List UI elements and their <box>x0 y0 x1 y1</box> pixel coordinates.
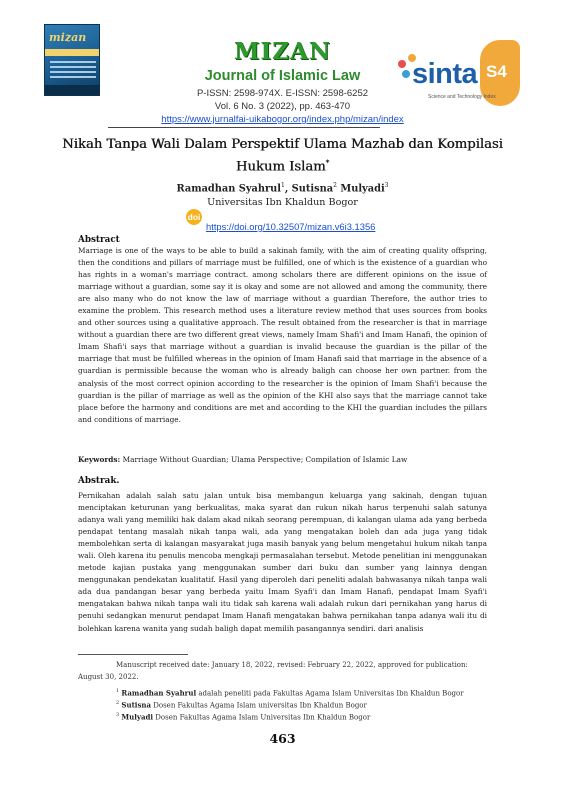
page-number: 463 <box>269 731 296 746</box>
header-divider <box>108 127 380 128</box>
issn-line: P-ISSN: 2598-974X. E-ISSN: 2598-6252 <box>196 88 369 99</box>
abstrak-heading: Abstrak. <box>78 476 120 486</box>
keywords-line <box>78 455 487 464</box>
abstract-heading: Abstract <box>78 235 120 245</box>
sinta-badge: S4 <box>486 62 507 81</box>
footnote-manuscript: Manuscript received date: January 18, 2022, revised: February 22, 2022, approved for publication: August 30, 2022. <box>78 661 468 681</box>
cover-title: mizan <box>49 31 87 44</box>
keywords: Marriage Without Guardian; Ulama Perspective; Compilation of Islamic Law <box>122 455 408 464</box>
footnote-2: $^2$ Sutisna Dosen Fakultas Agama Islam universitas Ibn Khaldun Bogor <box>116 700 367 710</box>
article-title: Nikah Tanpa Wali Dalam Perspektif Ulama Mazhab dan Kompilasi Hukum Islam* <box>62 137 503 175</box>
author-line: Ramadhan Syahrul$^1$, Sutisna$^2$ Mulyadi$^3$ <box>176 182 389 195</box>
journal-full-name: Journal of Islamic Law <box>204 68 361 84</box>
abstrak-text: Pernikahan adalah salah satu jalan untuk bisa membangun keluarga yang sakinah, dengan tujuan menciptakan keturunan yang berkualitas, maka syarat dan rukun nikah harus terpenuhi salah satunya adanya wali yang memiliki hak dalam akad nikah seorang perempuan, di kalangan ulama ada yang berbeda pendapat tentang masalah nikah tanpa wali, ada yang mengatakan boleh dan ada juga yang tidak membolehkan serta di kalangan masyarakat juga masih banyak yang belum mengetahui hukum nikah tanpa wali. Oleh karena itu penulis mencoba mengkaji permasalahan tersebut. Metode penelitian ini menggunakan metode kajian pustaka yang menggunakan sumber dari buku dan sumber yang lainnya dengan menggunakan pendekatan kualitatif. Hasil yang diperoleh dari peneliti adalah bahwasanya nikah tanpa wali ada dua pandangan besar yang berbeda yaitu Imam Syafi'i dan Imam Hanafi, pendapat Imam Syafi'i mengatakan bahwa nikah tanpa wali itu tidak sah karena wali adalah rukun dari pernikahan yang harus di penuhi sedangkan menurut pendapat Imam Hanafi mengatakan bahwa pernikahan tanpa adanya wali itu di bolehkan karena wanita yang sudah baligh dapat memilih pasangannya sendiri. dari analisis <box>78 491 487 633</box>
sinta-logo <box>398 36 528 110</box>
author-2: Sutisna <box>291 183 334 195</box>
title-footnote-mark: * <box>325 159 330 167</box>
footnote-3: $^3$ Mulyadi Dosen Fakultas Agama Islam Universitas Ibn Khaldun Bogor <box>116 712 371 722</box>
sinta-tagline: Science and Technology Index <box>428 94 496 100</box>
footnote-divider <box>78 654 188 655</box>
footnote-1: $^1$ Ramadhan Syahrul adalah peneliti pada Fakultas Agama Islam Universitas Ibn Khaldun Bogor <box>116 688 464 698</box>
keywords-label: Keywords: <box>78 455 121 464</box>
abstract-text: Marriage is one of the ways to be able to build a sakinah family, with the aim of creating quality offspring, then the conditions and pillars of marriage must be fulfilled, one of which is the existence of a guardian who has rights in a woman's marriage contract. among scholars there are different opinions on the issue of marriage without a guardian, some say it is okay and some are not allowed and among the community, there are also many who do not know the law of marriage without a guardian Therefore, the author tries to examine the problem. This research method uses a literature review method that uses sources from books and other sources using a qualitative approach. The result obtained from the researcher is that in marriage without a guardian there are two different great views, namely Imam Shafi'i and Imam Hanafi, the opinion of Imam Shafi'i says that marriage without a guardian is invalid because the guardian is the pillar of the marriage that must be fulfilled whereas in the opinion of Imam Hanafi said that marriage in the absence of a guardian is permissible because the woman who is already baligh can choose her own partner. from the analysis of the most correct opinion according to the researcher is the opinion of Imam Shafi'i because the guardian is the pillar of marriage as well as the opinion of the KHI also says that the marriage cannot take place before the harmony and conditions are met and according to the KHI the guardian includes the pillars and conditions of marriage. <box>78 246 487 424</box>
doi-icon: doi <box>186 209 202 225</box>
journal-name: MIZAN <box>234 38 331 65</box>
affiliation: Universitas Ibn Khaldun Bogor <box>207 197 358 208</box>
sinta-dots-icon <box>398 60 406 68</box>
doi-link[interactable]: https://doi.org/10.32507/mizan.v6i3.1356 <box>206 221 376 232</box>
author-1: Ramadhan Syahrul <box>176 183 282 195</box>
journal-url-link[interactable]: https://www.jurnalfai-uikabogor.org/index.php/mizan/index <box>161 114 404 125</box>
author-3: Mulyadi <box>340 183 385 195</box>
volume-line: Vol. 6 No. 3 (2022), pp. 463-470 <box>214 101 351 112</box>
sinta-word: sinta <box>412 58 478 90</box>
